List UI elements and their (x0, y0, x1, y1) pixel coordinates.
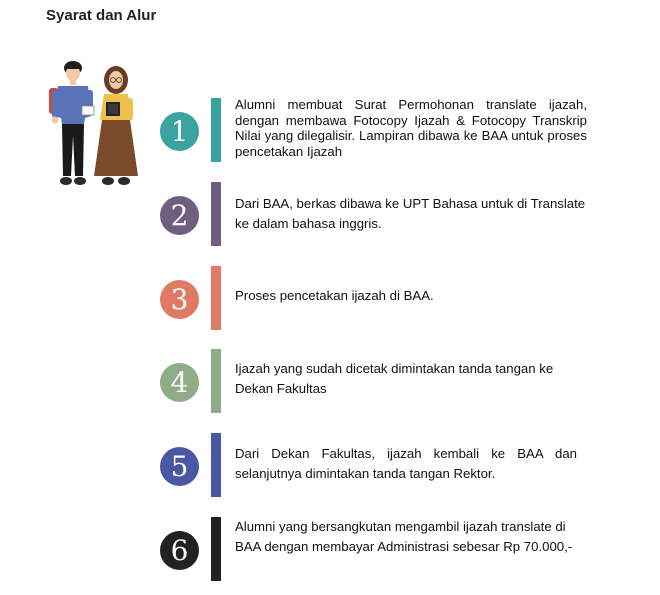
step-color-bar (211, 433, 221, 497)
step-description: Dari Dekan Fakultas, ijazah kembali ke BAA dan selanjutnya dimintakan tanda tangan Rektor. (235, 446, 577, 481)
step-number-badge: 1 (160, 112, 199, 151)
step-color-bar (211, 98, 221, 162)
step-description: Alumni yang bersangkutan mengambil ijazah translate di BAA dengan membayar Administrasi sebesar Rp 70.000,- (235, 519, 573, 554)
step-description: Dari BAA, berkas dibawa ke UPT Bahasa untuk di Translate ke dalam bahasa inggris. (235, 196, 586, 231)
students-illustration (40, 58, 145, 196)
step-number-badge: 6 (160, 531, 199, 570)
step-color-bar (211, 182, 221, 246)
step-item-1 (160, 98, 600, 162)
step-description: Alumni membuat Surat Permohonan translate ijazah, dengan membawa Fotocopy Ijazah & Fotocopy Transkrip Nilai yang dilegalisir. Lampiran dibawa ke BAA untuk proses pencetakan Ijazah (235, 97, 587, 159)
step-item-3 (160, 266, 600, 330)
step-number-badge: 5 (160, 447, 199, 486)
boy-figure (49, 61, 94, 185)
step-description: Ijazah yang sudah dicetak dimintakan tanda tangan ke Dekan Fakultas (235, 361, 554, 396)
step-number-badge: 4 (160, 363, 199, 402)
step-number-badge: 2 (160, 196, 199, 235)
step-color-bar (211, 517, 221, 581)
step-item-5 (160, 433, 600, 497)
step-color-bar (211, 266, 221, 330)
step-item-4 (160, 349, 600, 413)
step-item-2 (160, 182, 600, 246)
step-color-bar (211, 349, 221, 413)
step-item-6 (160, 517, 600, 581)
step-description: Proses pencetakan ijazah di BAA. (235, 288, 434, 303)
section-title: Syarat dan Alur (46, 7, 157, 24)
girl-figure (94, 66, 138, 185)
step-number-badge: 3 (160, 280, 199, 319)
